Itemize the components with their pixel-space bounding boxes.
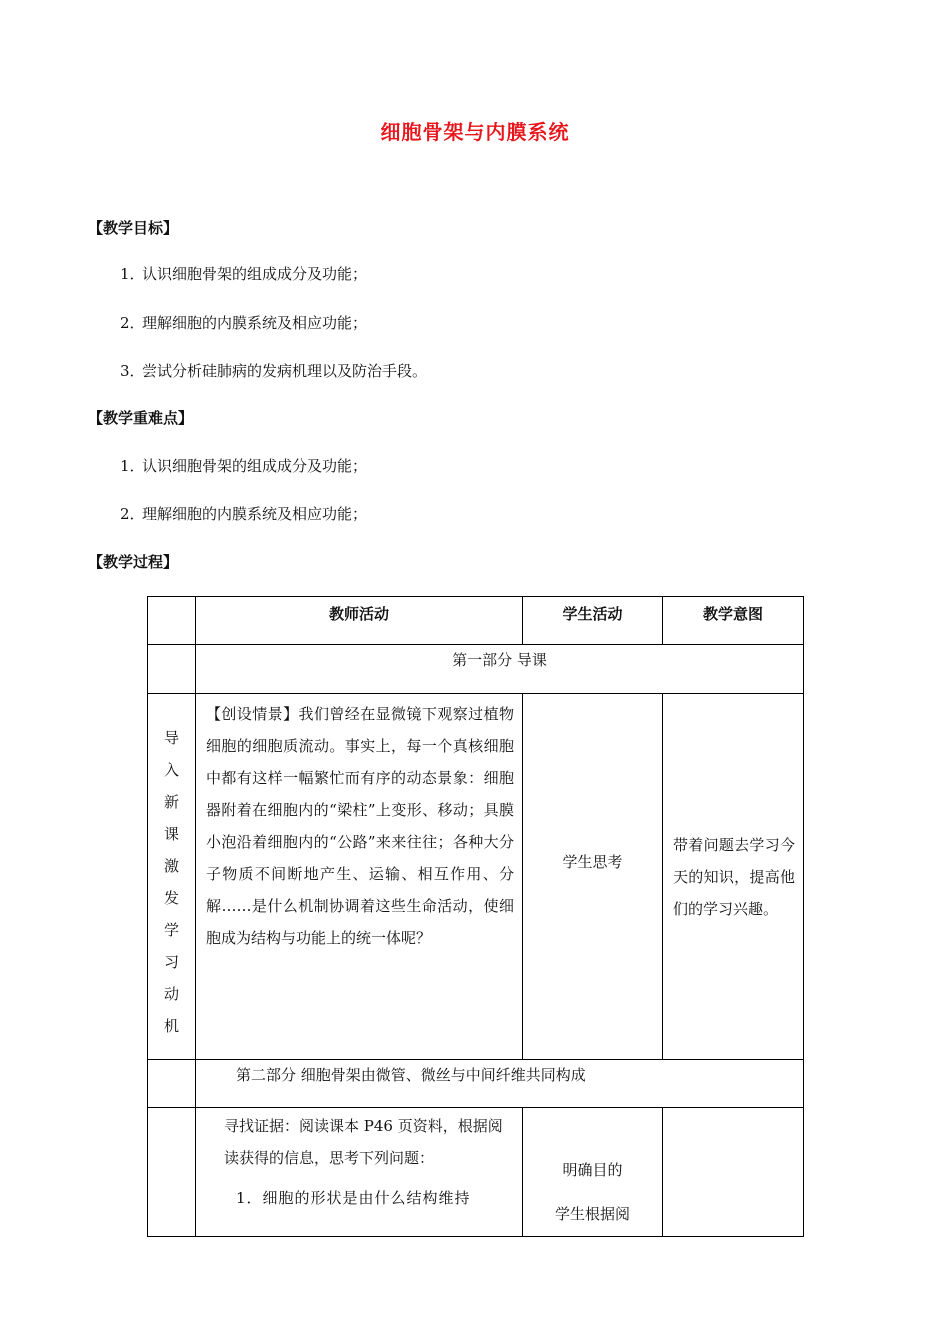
evidence-teaching-intent [663,1108,804,1237]
teaching-process-table [147,596,804,1237]
table-header-row [148,597,804,645]
header-blank-cell [148,597,196,645]
document-title: 细胞骨架与内膜系统 [380,120,570,144]
objectives-heading: 【教学目标】 [88,219,179,237]
objective-item-1: 1．认识细胞骨架的组成成分及功能； [120,265,368,283]
table-row-part1 [148,645,804,694]
evidence-student-line-1: 明确目的 [562,1161,623,1179]
intro-teaching-intent: 带着问题去学习今天的知识，提高他们的学习兴趣。 [663,694,804,1060]
evidence-teacher-line-1: 寻找证据：阅读课本 P46 页资料，根据阅读获得的信息，思考下列问题： [224,1117,503,1167]
evidence-teacher-line-2: 1．细胞的形状是由什么结构维持 [236,1189,471,1207]
table-row-intro [148,694,804,1060]
evidence-student-activity [523,1108,663,1237]
blank-cell [148,1108,196,1237]
header-teaching-intent: 教学意图 [663,597,804,645]
evidence-student-line-2: 学生根据阅 [554,1205,630,1223]
objective-item-2: 2．理解细胞的内膜系统及相应功能； [120,314,368,332]
blank-cell [148,1060,196,1108]
key-point-item-1: 1．认识细胞骨架的组成成分及功能； [120,457,368,475]
table-row-part2 [148,1060,804,1108]
intro-vertical-label: 导 入 新 课 激 发 学 习 动 机 [148,694,196,1060]
section-part2-label: 第二部分 细胞骨架由微管、微丝与中间纤维共同构成 [196,1060,804,1108]
blank-cell [148,645,196,694]
evidence-teacher-activity [196,1108,523,1237]
section-part1-label: 第一部分 导课 [196,645,804,694]
intro-student-activity: 学生思考 [523,694,663,1060]
intro-teacher-activity: 【创设情景】我们曾经在显微镜下观察过植物细胞的细胞质流动。事实上，每一个真核细胞中都有这样一幅繁忙而有序的动态景象：细胞器附着在细胞内的“梁柱”上变形、移动；具膜小泡沿着细胞内的“公路”来来往往；各种大分子物质不间断地产生、运输、相互作用、分解……是什么机制协调着这些生命活动，使细胞成为结构与功能上的统一体呢？ [196,694,523,1060]
header-teacher-activity: 教师活动 [196,597,523,645]
header-student-activity: 学生活动 [523,597,663,645]
key-points-heading: 【教学重难点】 [88,409,194,427]
process-heading: 【教学过程】 [88,553,179,571]
objective-item-3: 3．尝试分析硅肺病的发病机理以及防治手段。 [120,362,428,380]
key-point-item-2: 2．理解细胞的内膜系统及相应功能； [120,505,368,523]
table-row-evidence [148,1108,804,1237]
